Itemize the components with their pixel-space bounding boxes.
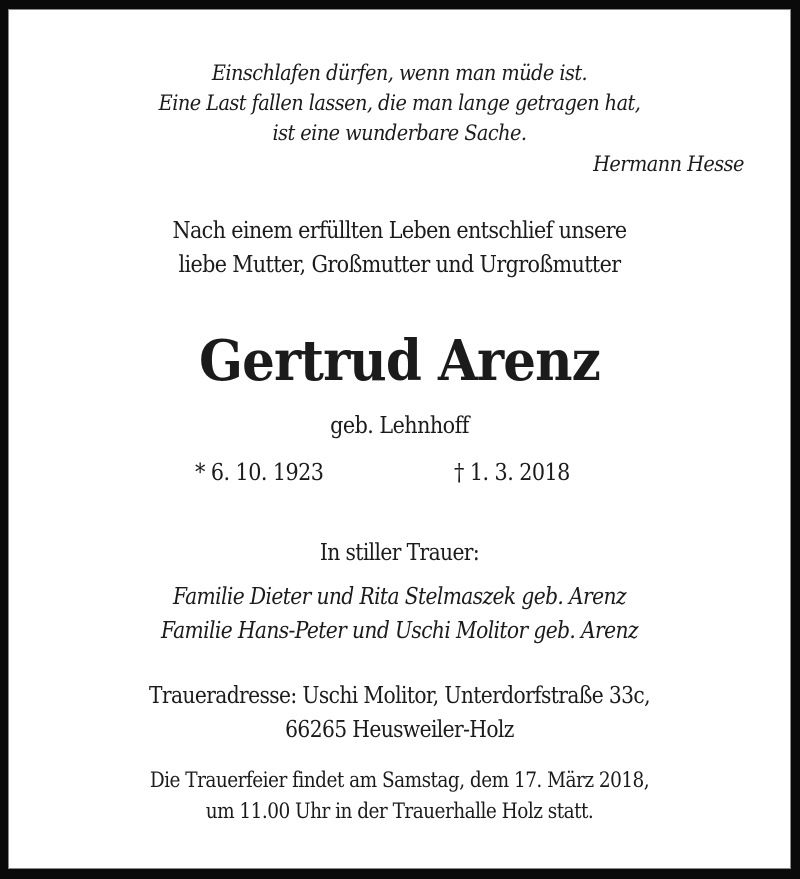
- birth-date: * 6. 10. 1923: [195, 460, 324, 486]
- mourner-family-1: Familie Dieter und Rita Stelmaszek geb. Arenz: [173, 584, 626, 610]
- address-line-2: 66265 Heusweiler-Holz: [285, 717, 514, 743]
- obituary-notice: [8, 9, 791, 869]
- address-line-1: Traueradresse: Uschi Molitor, Unterdorfstraße 33c,: [149, 683, 650, 709]
- service-line-2: um 11.00 Uhr in der Trauerhalle Holz statt.: [205, 799, 594, 823]
- intro-line-2: liebe Mutter, Großmutter und Urgroßmutter: [178, 252, 621, 278]
- quote-author: Hermann Hesse: [593, 152, 744, 176]
- quote-line-1: Einschlafen dürfen, wenn man müde ist.: [211, 61, 588, 85]
- service-line-1: Die Trauerfeier findet am Samstag, dem 17. März 2018,: [149, 768, 650, 792]
- mourners-heading: In stiller Trauer:: [319, 540, 480, 566]
- maiden-name: geb. Lehnhoff: [330, 413, 469, 439]
- death-date: † 1. 3. 2018: [454, 460, 570, 486]
- deceased-name: Gertrud Arenz: [199, 328, 600, 394]
- intro-line-1: Nach einem erfüllten Leben entschlief unsere: [172, 218, 627, 244]
- quote-line-3: ist eine wunderbare Sache.: [272, 121, 527, 145]
- quote-line-2: Eine Last fallen lassen, die man lange getragen hat,: [158, 91, 641, 115]
- mourner-family-2: Familie Hans-Peter und Uschi Molitor geb. Arenz: [161, 618, 638, 644]
